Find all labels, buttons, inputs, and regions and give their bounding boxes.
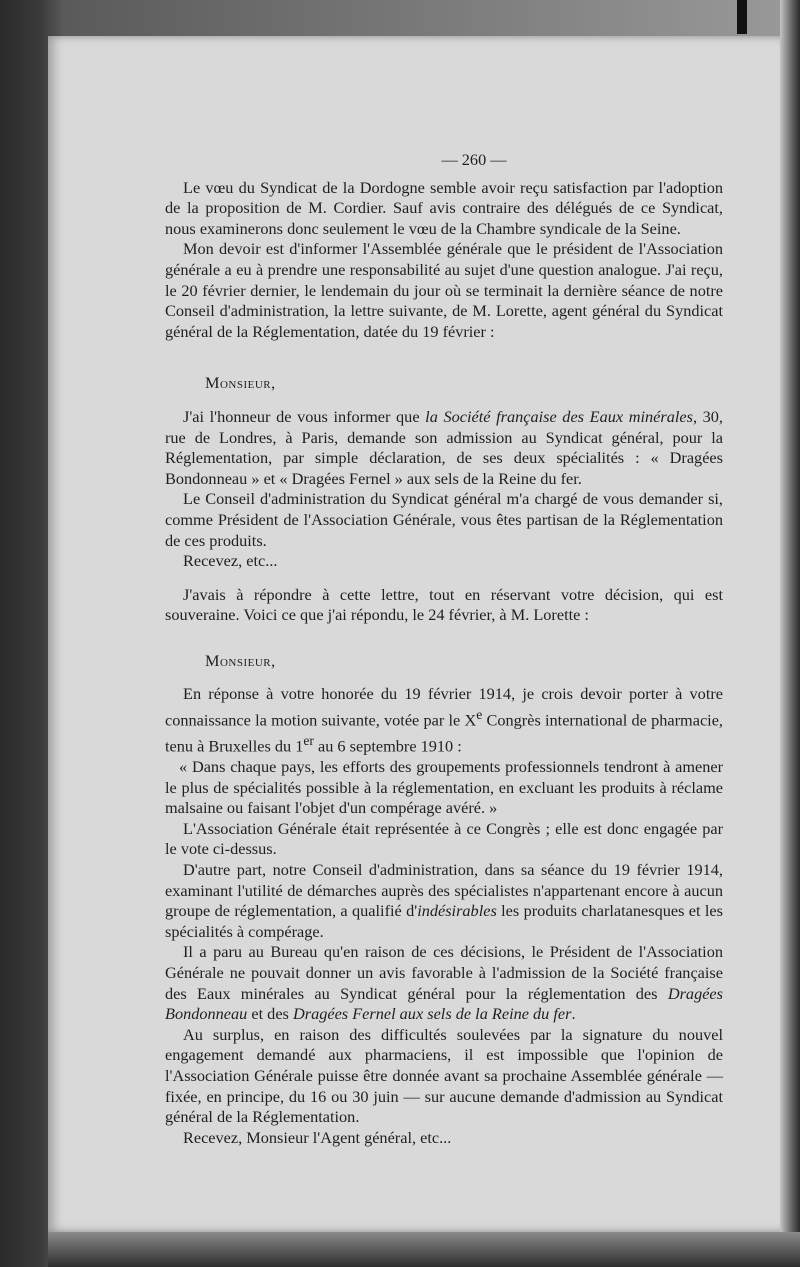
letter-paragraph-conseil: Le Conseil d'administration du Syndicat général m'a chargé de vous demander si, comme Président de l'Association Générale, vous êtes partisan de la Réglementation de ces produits. — [165, 489, 723, 550]
reply-paragraph-surplus: Au surplus, en raison des difficultés soulevées par la signature du nouvel engagement demandé aux pharmaciens, il est impossible que l'opinion de l'Association Générale puisse être donnée avant sa prochaine Assemblée générale — fixée, en principe, du 16 ou 30 juin — sur aucune demande d'admission au Syndicat général de la Réglementation. — [165, 1024, 723, 1127]
letter-paragraph-admission: J'ai l'honneur de vous informer que la Société française des Eaux minérales, 30, rue de Londres, à Paris, demande son admission au Syndicat général, pour la Réglementation, par simple déclaration, de ses deux spécialités : « Dragées Bondonneau » et « Dragées Fernel » aux sels de la Reine du fer. — [165, 406, 723, 488]
page-number: — 260 — — [441, 150, 507, 169]
binding-mark — [737, 0, 747, 34]
paragraph-reponse-intro: J'avais à répondre à cette lettre, tout en réservant votre décision, qui est souveraine. Voici ce que j'ai répondu, le 24 février, à M. Lorette : — [165, 584, 723, 625]
reply-paragraph-conseil: D'autre part, notre Conseil d'administration, dans sa séance du 19 février 1914, examinant l'utilité de démarches auprès des spécialistes n'appartenant encore à aucun groupe de réglementation, a qualifié d'indésirables les produits charlatanesques et les spécialités à compérage. — [165, 860, 723, 941]
book-edge-right — [780, 0, 800, 1267]
reply-closing: Recevez, Monsieur l'Agent général, etc... — [183, 1127, 452, 1147]
letter-salutation: Monsieur, — [205, 373, 276, 393]
paragraph-dordogne: Le vœu du Syndicat de la Dordogne semble avoir reçu satisfaction par l'adoption de la proposition de M. Cordier. Sauf avis contraire des délégués de ce Syndicat, nous examinerons donc seulement le vœu de la Chambre syndicale de la Seine. — [165, 177, 723, 238]
company-name: la Société française des Eaux minérales — [425, 406, 693, 426]
reply-paragraph-motion: En réponse à votre honorée du 19 février 1914, je crois devoir porter à votre connaissance la motion suivante, votée par le Xe Congrès international de pharmacie, tenu à Bruxelles du 1er au 6 septembre 1910 : — [165, 684, 723, 756]
paragraph-devoir: Mon devoir est d'informer l'Assemblée générale que le président de l'Association générale a eu à prendre une responsabilité au sujet d'une question analogue. J'ai reçu, le 20 février dernier, le lendemain du jour où se terminait la dernière séance de notre Conseil d'administration, la lettre suivante, de M. Lorette, agent général du Syndicat général de la Réglementation, datée du 19 février : — [165, 239, 723, 341]
reply-paragraph-bureau: Il a paru au Bureau qu'en raison de ces décisions, le Président de l'Association Générale ne pouvait donner un avis favorable à l'admission de la Société française des Eaux minérales au Syndicat général pour la réglementation des Dragées Bondonneau et des Dragées Fernel aux sels de la Reine du fer. — [165, 942, 723, 1024]
letter-closing: Recevez, etc... — [183, 551, 278, 571]
reply-quote: « Dans chaque pays, les efforts des groupements professionnels tendront à amener le plus de spécialités possible à la réglementation, en excluant les produits à réclame malsaine ou faisant l'objet d'un compérage avéré. » — [165, 757, 723, 818]
reply-salutation: Monsieur, — [205, 650, 276, 670]
reply-paragraph-congres: L'Association Générale était représentée à ce Congrès ; elle est donc engagée par le vote ci-dessus. — [165, 818, 723, 859]
page-text — [165, 150, 723, 1148]
book-edge-bottom — [48, 1232, 800, 1267]
